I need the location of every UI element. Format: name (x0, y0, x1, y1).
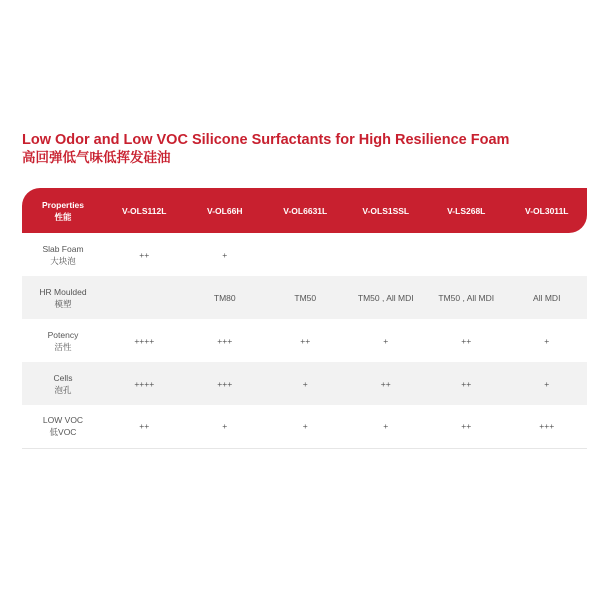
properties-table (22, 188, 587, 449)
table-cell: + (185, 405, 266, 448)
table-cell: TM80 (185, 276, 266, 319)
table-cell: ++ (139, 249, 150, 260)
table-cell: ++ (104, 405, 185, 448)
table-cell: + (222, 249, 228, 260)
table-cell: +++ (507, 405, 588, 448)
row-property (22, 319, 104, 362)
table-cell: ++ (461, 335, 472, 346)
header-product: V-OL6631L (265, 188, 346, 233)
header-product: V-OL66H (185, 188, 266, 233)
table-cell: +++ (217, 335, 233, 346)
table-row (22, 362, 587, 405)
table-cell: ++++ (104, 362, 185, 405)
table-cell: ++ (300, 335, 311, 346)
table-cell: ++++ (134, 335, 155, 346)
table-row (22, 319, 587, 362)
row-property (22, 233, 104, 276)
header-properties-en: Properties (41, 199, 85, 210)
table-row (22, 276, 587, 319)
table-cell: +++ (185, 362, 266, 405)
row-property-en: HR Moulded (39, 286, 87, 297)
row-property-cn: 模塑 (54, 298, 72, 309)
header-product: V-OL3011L (507, 188, 588, 233)
table-cell: TM50 (265, 276, 346, 319)
header-product: V-OLS112L (104, 188, 185, 233)
row-property (22, 362, 104, 405)
header-properties-cn: 性能 (54, 211, 72, 222)
row-property-cn: 活性 (54, 341, 72, 352)
row-property (22, 405, 104, 448)
table-cell: + (265, 362, 346, 405)
table-cell (265, 233, 346, 276)
row-property-en: Potency (47, 329, 79, 340)
table-cell: + (544, 335, 550, 346)
row-property-cn: 大块泡 (50, 255, 76, 266)
row-property-en: Slab Foam (42, 243, 84, 254)
title-block (22, 131, 582, 167)
table-cell: ++ (426, 405, 507, 448)
table-header-row (22, 188, 587, 233)
table-row (22, 405, 587, 448)
table-cell: + (507, 362, 588, 405)
row-property-cn: 泡孔 (54, 384, 72, 395)
table-cell: ++ (426, 362, 507, 405)
table-cell (346, 233, 427, 276)
row-property-cn: 低VOC (49, 427, 77, 438)
properties-table-wrap (22, 188, 587, 449)
table-cell: All MDI (507, 276, 588, 319)
table-cell (104, 276, 185, 319)
table-cell: TM50 , All MDI (426, 276, 507, 319)
table-row (22, 233, 587, 276)
row-property-en: Cells (53, 372, 73, 383)
table-cell (507, 233, 588, 276)
row-property-en: LOW VOC (42, 415, 84, 426)
table-cell: + (383, 335, 389, 346)
table-cell: TM50 , All MDI (346, 276, 427, 319)
header-product: V-OLS1SSL (346, 188, 427, 233)
page-subtitle-cn: 高回弹低气味低挥发硅油 (22, 150, 171, 165)
page-title: Low Odor and Low VOC Silicone Surfactants for High Resilience Foam (22, 132, 510, 148)
table-cell: + (346, 405, 427, 448)
table-cell: ++ (346, 362, 427, 405)
header-properties (22, 188, 104, 233)
table-cell (426, 233, 507, 276)
header-product: V-LS268L (426, 188, 507, 233)
row-property (22, 276, 104, 319)
table-cell: + (265, 405, 346, 448)
